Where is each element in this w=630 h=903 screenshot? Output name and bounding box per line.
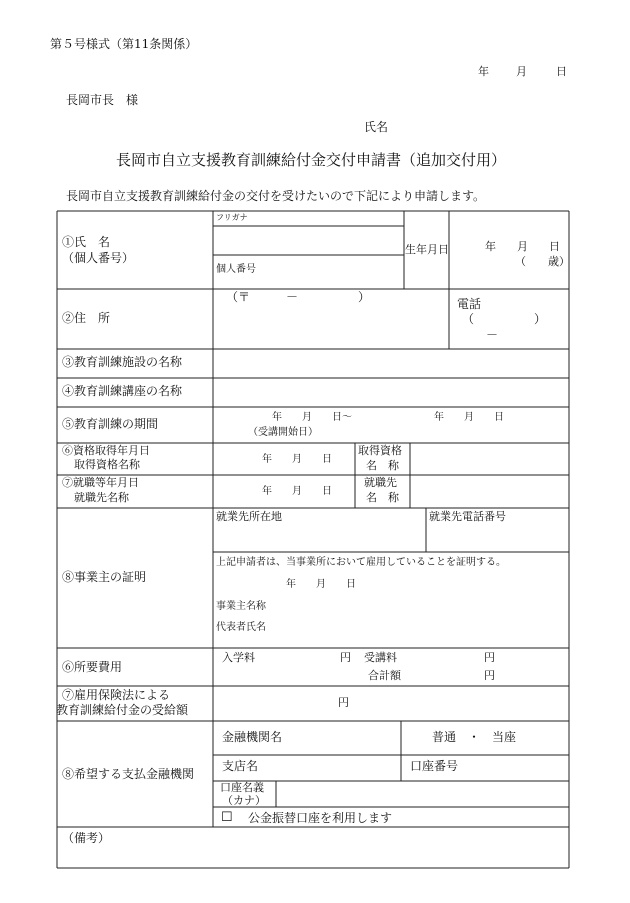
tuition-label: 受講料: [364, 651, 397, 664]
employment-date-label: ⑦就職等年月日: [62, 476, 139, 489]
public-account-label: 公金振替口座を利用します: [248, 811, 393, 825]
qualification-date-label: ⑥資格取得年月日: [62, 444, 150, 457]
account-holder-kana: （カナ）: [222, 794, 266, 807]
addressee: 長岡市長 様: [66, 93, 139, 107]
account-holder-label: 口座名義: [220, 781, 264, 794]
form-number: 第５号様式（第11条関係）: [50, 37, 198, 51]
workplace-location-label: 就業先所在地: [216, 510, 282, 523]
period-end: 年 月 日: [434, 412, 504, 423]
insurance-yen: 円: [338, 696, 349, 709]
period-start: 年 月 日～: [272, 412, 352, 423]
insurance-label-2: 教育訓練給付金の受給額: [56, 703, 189, 717]
bank-name-label: 金融機関名: [222, 730, 283, 744]
account-type: 普通 ・ 当座: [432, 730, 517, 744]
costs-label: ⑥所要費用: [62, 660, 123, 674]
phone-label: 電話: [457, 297, 482, 311]
employer-name-label: 就職先名称: [74, 491, 129, 504]
remarks-label: （備考）: [62, 831, 111, 845]
qualification-date: 年 月 日: [262, 454, 332, 465]
qualification-name-field-label-2: 名 称: [366, 459, 399, 472]
public-account-checkbox[interactable]: ☐: [221, 810, 233, 825]
employer-name-field-label-2: 名 称: [366, 491, 399, 504]
employer-statement: 上記申請者は、当事業所において雇用していることを証明する。: [216, 557, 506, 568]
phone-dash: －: [486, 328, 499, 342]
qualification-name-field-label: 取得資格: [358, 444, 402, 457]
furigana-label: フリガナ: [216, 213, 248, 222]
entrance-fee-label: 入学料: [222, 651, 255, 664]
facility-label: ③教育訓練施設の名称: [62, 355, 183, 369]
postal-code-field: （〒 － ）: [226, 290, 371, 304]
birth-year: 年: [485, 240, 496, 253]
mynumber-label: （個人番号）: [62, 251, 135, 265]
course-label: ④教育訓練講座の名称: [62, 384, 183, 398]
entrance-fee-yen: 円: [340, 651, 351, 664]
phone-area-code: （ ）: [462, 312, 547, 326]
total-label: 合計額: [368, 669, 401, 682]
page-title: 長岡市自立支援教育訓練給付金交付申請書（追加交付用）: [116, 151, 507, 169]
name-label: ①氏 名: [62, 235, 111, 249]
date-day: 日: [556, 65, 567, 78]
applicant-name-label: 氏名: [364, 120, 389, 134]
representative-name-field: 代表者氏名: [216, 622, 266, 633]
employer-cert-label: ⑧事業主の証明: [62, 570, 147, 584]
qualification-name-label: 取得資格名称: [74, 458, 140, 471]
employment-date: 年 月 日: [262, 486, 332, 497]
date-month: 月: [516, 65, 527, 78]
employer-name-field-label: 就職先: [364, 476, 397, 489]
address-label: ②住 所: [62, 311, 111, 325]
birth-day: 日: [549, 240, 560, 253]
workplace-phone-label: 就業先電話番号: [429, 510, 506, 523]
total-yen: 円: [484, 669, 495, 682]
birth-month: 月: [517, 240, 528, 253]
bank-label: ⑧希望する支払金融機関: [62, 767, 195, 781]
period-start-note: （受講開始日）: [248, 427, 318, 438]
date-year: 年: [478, 65, 489, 78]
account-number-label: 口座番号: [410, 759, 459, 773]
tuition-yen: 円: [484, 651, 495, 664]
age-field: （ 歳）: [515, 255, 570, 268]
intro-text: 長岡市自立支援教育訓練給付金の交付を受けたいので下記により申請します。: [66, 189, 486, 203]
birth-date-label: 生年月日: [405, 243, 449, 256]
certification-date: 年 月 日: [286, 579, 356, 590]
insurance-label: ⑦雇用保険法による: [62, 688, 171, 702]
branch-label: 支店名: [222, 759, 259, 773]
mynumber-field-label: 個人番号: [216, 264, 256, 275]
employer-name-field: 事業主名称: [216, 601, 266, 612]
period-label: ⑤教育訓練の期間: [62, 417, 159, 431]
